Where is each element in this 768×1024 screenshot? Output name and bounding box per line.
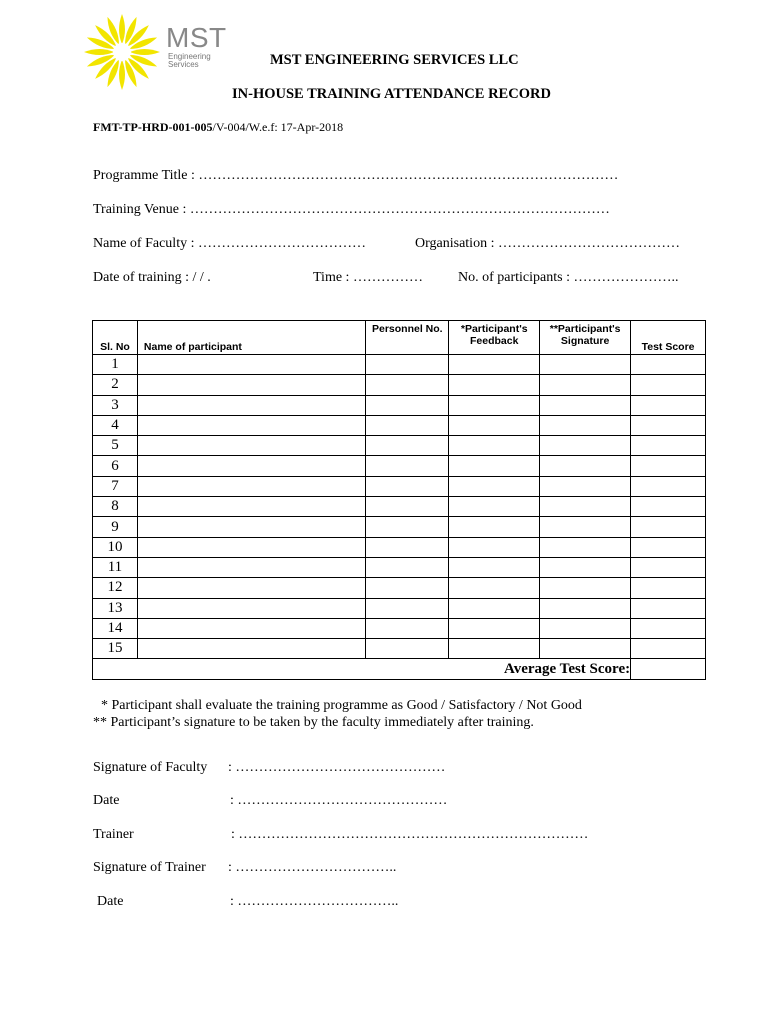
trainer-signature-label: Signature of Trainer bbox=[93, 860, 206, 875]
table-row bbox=[93, 436, 706, 456]
attendance-table bbox=[92, 320, 706, 680]
row-number: 2 bbox=[93, 375, 138, 395]
document-title: IN-HOUSE TRAINING ATTENDANCE RECORD bbox=[232, 86, 551, 102]
participant-name-cell[interactable] bbox=[137, 578, 365, 598]
training-venue-field[interactable]: Training Venue : ……………………………………………………………………………… bbox=[93, 202, 610, 217]
signature-cell[interactable] bbox=[540, 578, 631, 598]
faculty-signature-label: Signature of Faculty bbox=[93, 760, 208, 775]
row-number: 4 bbox=[93, 415, 138, 435]
header-name: Name of participant bbox=[137, 321, 365, 355]
personnel-no-cell[interactable] bbox=[366, 639, 449, 659]
header-personnel-no: Personnel No. bbox=[366, 321, 449, 355]
feedback-cell[interactable] bbox=[449, 537, 540, 557]
row-number: 13 bbox=[93, 598, 138, 618]
test-score-cell[interactable] bbox=[631, 476, 706, 496]
participant-name-cell[interactable] bbox=[137, 355, 365, 375]
row-number: 14 bbox=[93, 618, 138, 638]
signature-cell[interactable] bbox=[540, 375, 631, 395]
trainer-signature-line[interactable]: : …………………………….. bbox=[228, 860, 397, 875]
personnel-no-cell[interactable] bbox=[366, 395, 449, 415]
table-row bbox=[93, 598, 706, 618]
trainer-label: Trainer bbox=[93, 827, 134, 842]
date-of-training-field[interactable]: Date of training : / / . bbox=[93, 270, 211, 285]
faculty-signature-line[interactable]: : ……………………………………… bbox=[228, 760, 446, 775]
personnel-no-cell[interactable] bbox=[366, 355, 449, 375]
test-score-cell[interactable] bbox=[631, 415, 706, 435]
participant-name-cell[interactable] bbox=[137, 395, 365, 415]
personnel-no-cell[interactable] bbox=[366, 456, 449, 476]
participant-name-cell[interactable] bbox=[137, 537, 365, 557]
test-score-cell[interactable] bbox=[631, 578, 706, 598]
feedback-cell[interactable] bbox=[449, 415, 540, 435]
row-number: 1 bbox=[93, 355, 138, 375]
participant-name-cell[interactable] bbox=[137, 497, 365, 517]
test-score-cell[interactable] bbox=[631, 517, 706, 537]
feedback-cell[interactable] bbox=[449, 517, 540, 537]
test-score-cell[interactable] bbox=[631, 355, 706, 375]
personnel-no-cell[interactable] bbox=[366, 618, 449, 638]
signature-cell[interactable] bbox=[540, 618, 631, 638]
organisation-field[interactable]: Organisation : ………………………………… bbox=[415, 236, 680, 251]
average-label: Average Test Score: bbox=[93, 659, 631, 679]
date-line-2[interactable]: : …………………………….. bbox=[230, 894, 399, 909]
signature-cell[interactable] bbox=[540, 456, 631, 476]
row-number: 6 bbox=[93, 456, 138, 476]
participant-name-cell[interactable] bbox=[137, 598, 365, 618]
participant-name-cell[interactable] bbox=[137, 375, 365, 395]
participant-name-cell[interactable] bbox=[137, 436, 365, 456]
participant-name-cell[interactable] bbox=[137, 517, 365, 537]
trainer-line[interactable]: : ………………………………………………………………… bbox=[231, 827, 589, 842]
test-score-cell[interactable] bbox=[631, 436, 706, 456]
row-number: 9 bbox=[93, 517, 138, 537]
table-row bbox=[93, 415, 706, 435]
feedback-cell[interactable] bbox=[449, 456, 540, 476]
personnel-no-cell[interactable] bbox=[366, 537, 449, 557]
table-row bbox=[93, 395, 706, 415]
programme-title-field[interactable]: Programme Title : ……………………………………………………………………………… bbox=[93, 168, 619, 183]
signature-cell[interactable] bbox=[540, 436, 631, 456]
row-number: 5 bbox=[93, 436, 138, 456]
table-header-row bbox=[93, 321, 706, 355]
test-score-cell[interactable] bbox=[631, 557, 706, 577]
row-number: 3 bbox=[93, 395, 138, 415]
header-sl-no: Sl. No bbox=[93, 321, 138, 355]
average-row bbox=[93, 659, 706, 679]
feedback-cell[interactable] bbox=[449, 476, 540, 496]
feedback-cell[interactable] bbox=[449, 436, 540, 456]
test-score-cell[interactable] bbox=[631, 598, 706, 618]
form-code: FMT-TP-HRD-001-005/V-004/W.e.f: 17-Apr-2018 bbox=[93, 120, 344, 134]
test-score-cell[interactable] bbox=[631, 639, 706, 659]
header-feedback: *Participant's Feedback bbox=[449, 321, 540, 355]
personnel-no-cell[interactable] bbox=[366, 497, 449, 517]
signature-cell[interactable] bbox=[540, 598, 631, 618]
signature-cell[interactable] bbox=[540, 415, 631, 435]
table-row bbox=[93, 578, 706, 598]
row-number: 8 bbox=[93, 497, 138, 517]
personnel-no-cell[interactable] bbox=[366, 578, 449, 598]
table-row bbox=[93, 355, 706, 375]
sunburst-icon bbox=[84, 14, 160, 90]
test-score-cell[interactable] bbox=[631, 537, 706, 557]
table-row bbox=[93, 497, 706, 517]
signature-cell[interactable] bbox=[540, 557, 631, 577]
header-test-score: Test Score bbox=[631, 321, 706, 355]
note-signature: ** Participant’s signature to be taken by the faculty immediately after training. bbox=[93, 715, 534, 730]
test-score-cell[interactable] bbox=[631, 497, 706, 517]
feedback-cell[interactable] bbox=[449, 557, 540, 577]
average-score-cell[interactable] bbox=[631, 659, 706, 679]
table-row bbox=[93, 476, 706, 496]
participant-name-cell[interactable] bbox=[137, 639, 365, 659]
table-row bbox=[93, 517, 706, 537]
header-signature: **Participant's Signature bbox=[540, 321, 631, 355]
test-score-cell[interactable] bbox=[631, 456, 706, 476]
feedback-cell[interactable] bbox=[449, 395, 540, 415]
feedback-cell[interactable] bbox=[449, 639, 540, 659]
feedback-cell[interactable] bbox=[449, 497, 540, 517]
signature-cell[interactable] bbox=[540, 639, 631, 659]
participants-field[interactable]: No. of participants : ………………….. bbox=[458, 270, 679, 285]
date-label: Date bbox=[93, 793, 120, 808]
personnel-no-cell[interactable] bbox=[366, 598, 449, 618]
table-row bbox=[93, 639, 706, 659]
signature-cell[interactable] bbox=[540, 355, 631, 375]
test-score-cell[interactable] bbox=[631, 618, 706, 638]
participant-name-cell[interactable] bbox=[137, 557, 365, 577]
participant-name-cell[interactable] bbox=[137, 456, 365, 476]
personnel-no-cell[interactable] bbox=[366, 476, 449, 496]
personnel-no-cell[interactable] bbox=[366, 436, 449, 456]
personnel-no-cell[interactable] bbox=[366, 375, 449, 395]
company-name: MST ENGINEERING SERVICES LLC bbox=[270, 52, 519, 68]
signature-cell[interactable] bbox=[540, 395, 631, 415]
table-row bbox=[93, 375, 706, 395]
row-number: 7 bbox=[93, 476, 138, 496]
participant-name-cell[interactable] bbox=[137, 618, 365, 638]
table-row bbox=[93, 537, 706, 557]
personnel-no-cell[interactable] bbox=[366, 517, 449, 537]
participant-name-cell[interactable] bbox=[137, 476, 365, 496]
company-logo bbox=[80, 12, 170, 92]
feedback-cell[interactable] bbox=[449, 598, 540, 618]
row-number: 12 bbox=[93, 578, 138, 598]
personnel-no-cell[interactable] bbox=[366, 557, 449, 577]
signature-cell[interactable] bbox=[540, 517, 631, 537]
test-score-cell[interactable] bbox=[631, 375, 706, 395]
table-row bbox=[93, 618, 706, 638]
faculty-field[interactable]: Name of Faculty : ……………………………… bbox=[93, 236, 366, 251]
table-row bbox=[93, 456, 706, 476]
feedback-cell[interactable] bbox=[449, 578, 540, 598]
row-number: 11 bbox=[93, 557, 138, 577]
test-score-cell[interactable] bbox=[631, 395, 706, 415]
signature-cell[interactable] bbox=[540, 537, 631, 557]
note-feedback: * Participant shall evaluate the training programme as Good / Satisfactory / Not Good bbox=[101, 698, 582, 713]
logo-text: MST bbox=[166, 22, 227, 53]
logo-tagline: Engineering Services bbox=[168, 52, 211, 69]
personnel-no-cell[interactable] bbox=[366, 415, 449, 435]
feedback-cell[interactable] bbox=[449, 618, 540, 638]
participant-name-cell[interactable] bbox=[137, 415, 365, 435]
feedback-cell[interactable] bbox=[449, 355, 540, 375]
signature-cell[interactable] bbox=[540, 497, 631, 517]
date-line[interactable]: : ……………………………………… bbox=[230, 793, 448, 808]
signature-cell[interactable] bbox=[540, 476, 631, 496]
row-number: 15 bbox=[93, 639, 138, 659]
date-label-2: Date bbox=[97, 894, 124, 909]
table-row bbox=[93, 557, 706, 577]
feedback-cell[interactable] bbox=[449, 375, 540, 395]
time-field[interactable]: Time : …………… bbox=[313, 270, 423, 285]
row-number: 10 bbox=[93, 537, 138, 557]
